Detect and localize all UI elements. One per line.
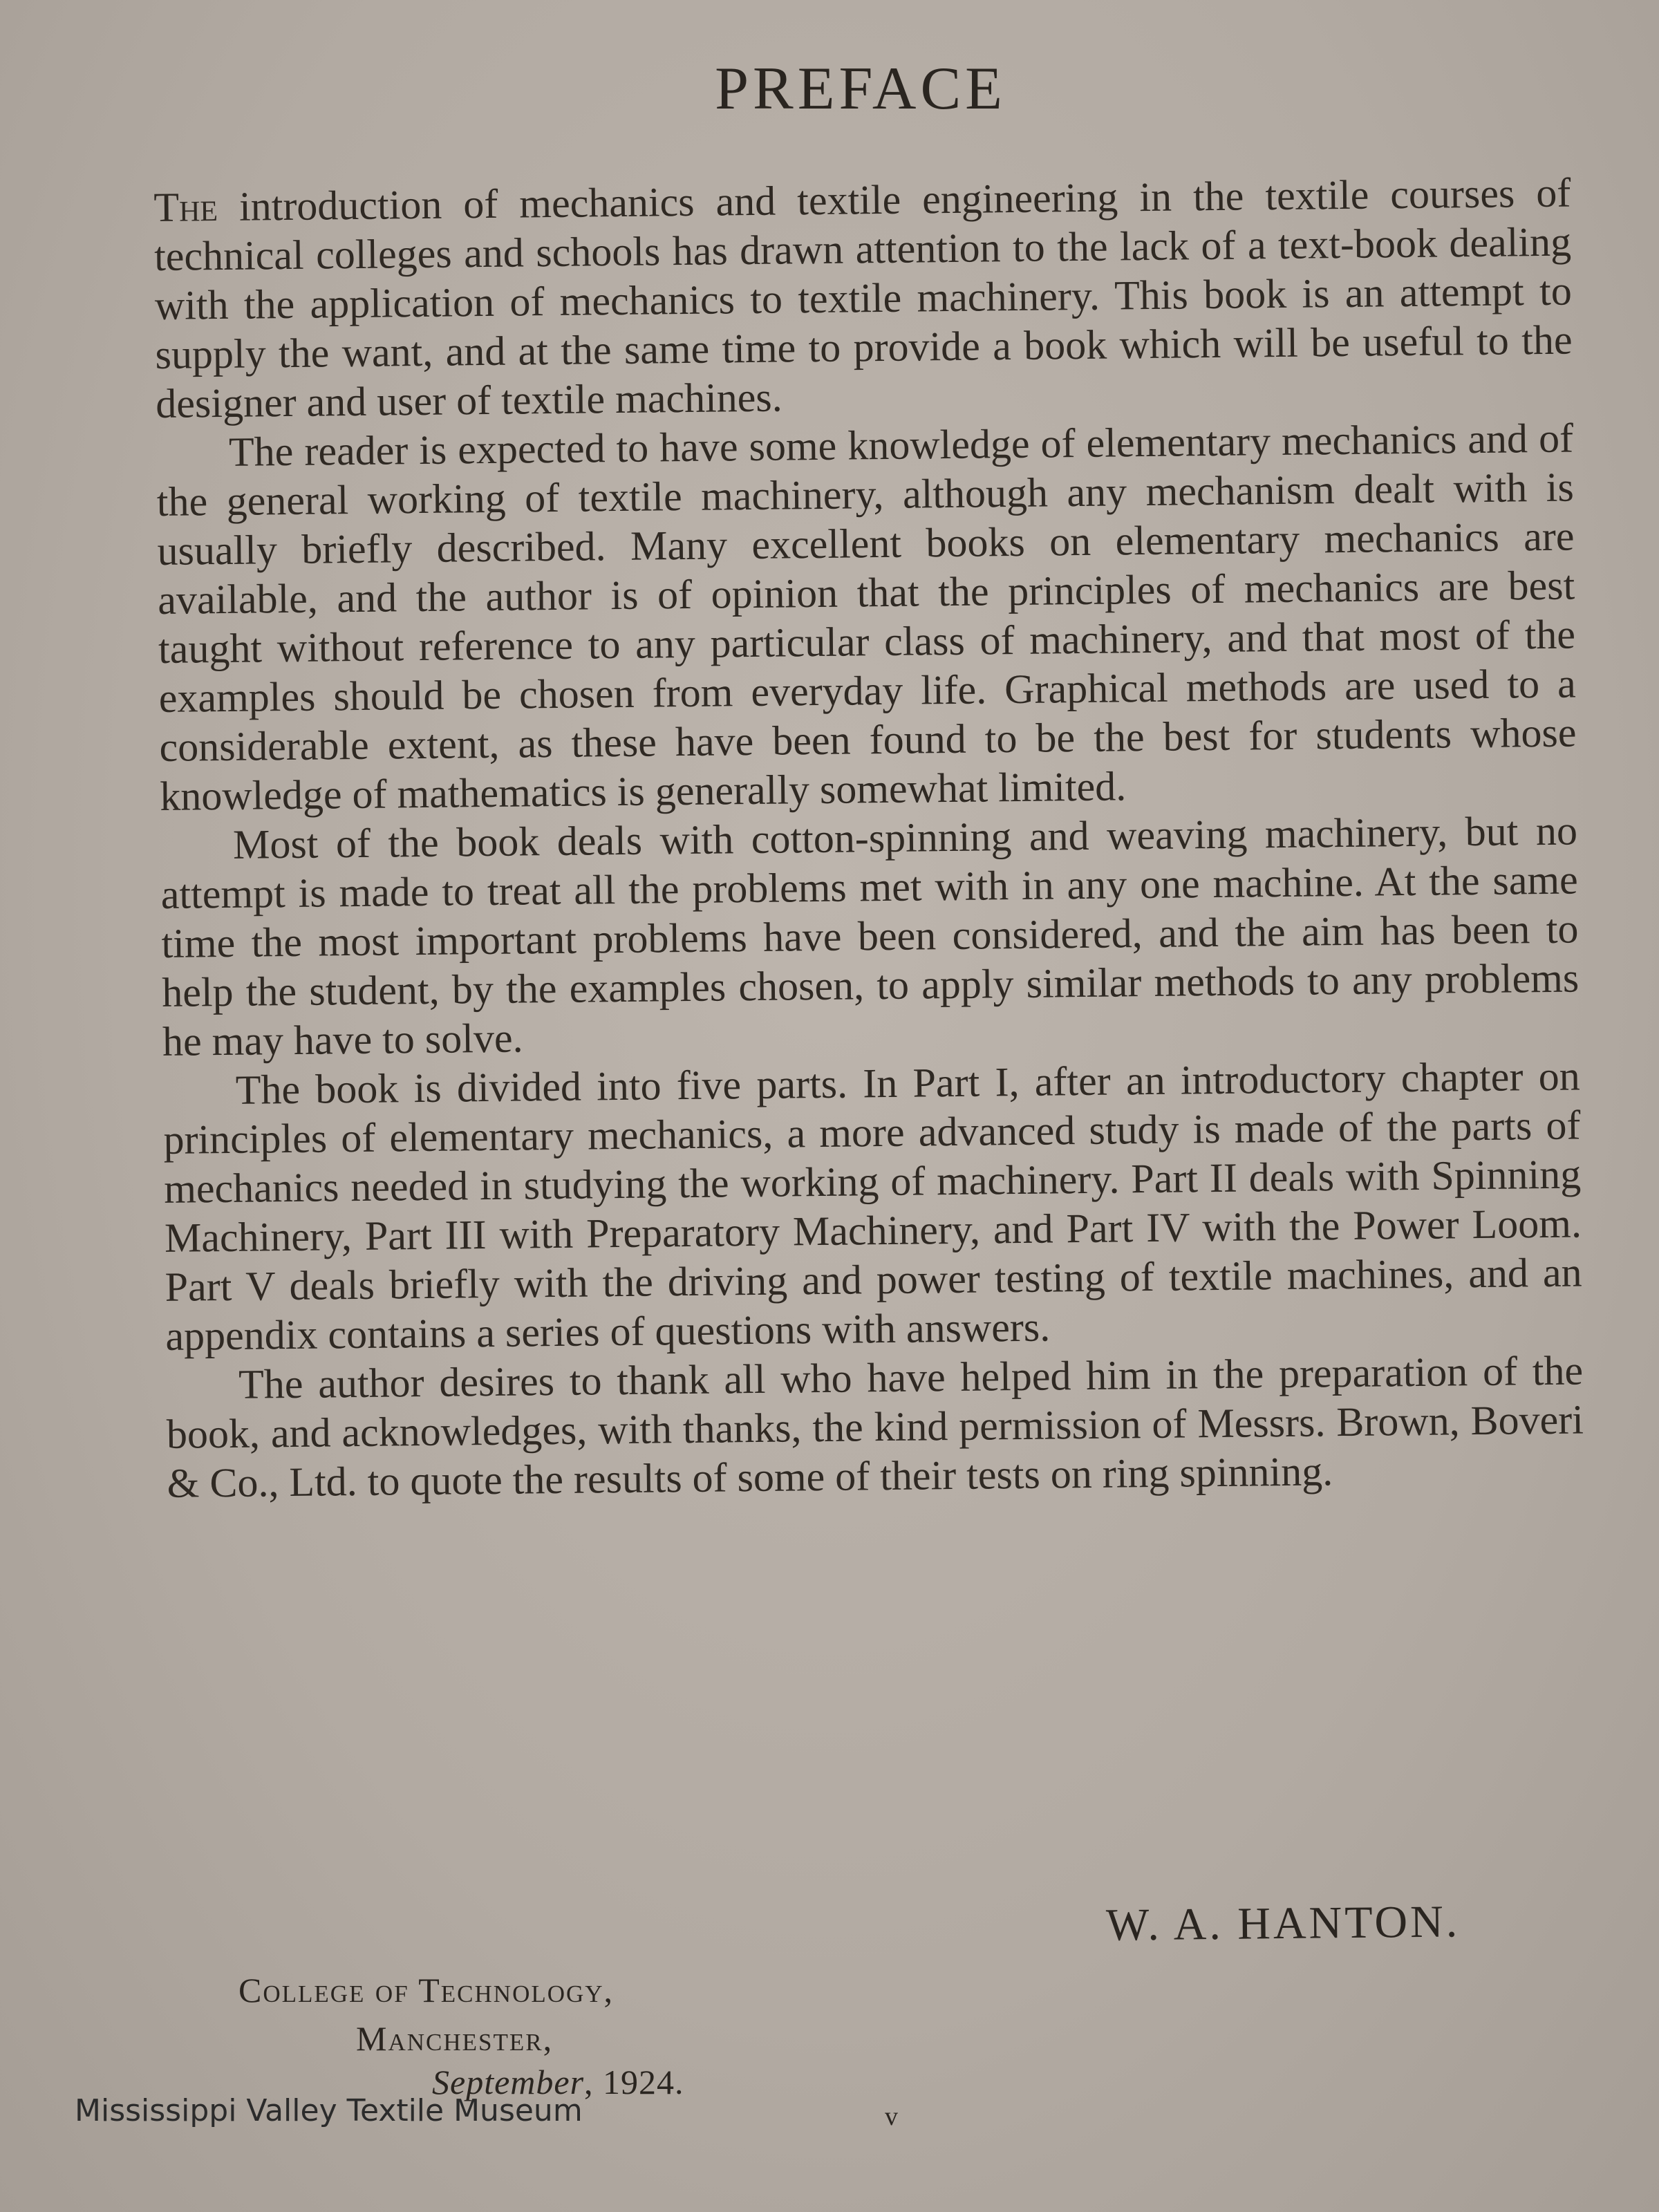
page-title: PREFACE	[715, 55, 1006, 122]
preface-body	[153, 169, 1584, 1508]
paragraph-1-lead: The	[153, 184, 218, 230]
paragraph-4: The book is divided into five parts. In Part I, after an introductory chapter on principles of elementary mechanics, a more advanced study is made of the parts of mechanics needed in studying the working of machinery. Part II deals with Spinning Machinery, Part III with Preparatory Machinery, and Part IV with the Power Loom. Part V deals briefly with the driving and power testing of textile machines, and an appendix contains a series of questions with answers.	[163, 1053, 1582, 1359]
author-signature: W. A. HANTON.	[1105, 1896, 1461, 1951]
museum-watermark: Mississippi Valley Textile Museum	[75, 2093, 583, 2128]
place-line-college: College of Technology,	[238, 1971, 615, 2009]
paragraph-1	[153, 169, 1573, 429]
page-number: v	[885, 2102, 898, 2131]
place-line-city: Manchester,	[356, 2019, 554, 2058]
paragraph-3: Most of the book deals with cotton-spinning and weaving machinery, but no attempt is made to treat all the problems met with in any one machine. At the same time the most important problems have been considered, and the aim has been to help the student, by the examples chosen, to apply similar methods to any problems he may have to solve.	[160, 807, 1580, 1065]
date-month: September	[432, 2063, 585, 2101]
paragraph-2: The reader is expected to have some knowledge of elementary mechanics and of the general working of textile machinery, although any mechanism dealt with is usually briefly described. Many excellent books on elementary mechanics are available, and the author is of opinion that the principles of mechanics are best taught without reference to any particular class of machinery, and that most of the examples should be chosen from everyday life. Graphical methods are used to a considerable extent, as these have been found to be the best for students whose knowledge of mathematics is generally somewhat limited.	[156, 415, 1577, 819]
date-year: , 1924.	[584, 2063, 684, 2101]
paragraph-1-text: introduction of mechanics and textile engineering in the textile courses of technical colleges and schools has drawn attention to the lack of a text-book dealing with the application of mechanics to textile machinery. This book is an attempt to supply the want, and at the same time to provide a book which will be useful to the designer and user of textile machines.	[153, 169, 1573, 427]
paragraph-5: The author desires to thank all who have helped him in the preparation of the book, and acknowledges, with thanks, the kind permission of Messrs. Brown, Boveri & Co., Ltd. to quote the results of some of their tests on ring spinning.	[166, 1347, 1584, 1506]
